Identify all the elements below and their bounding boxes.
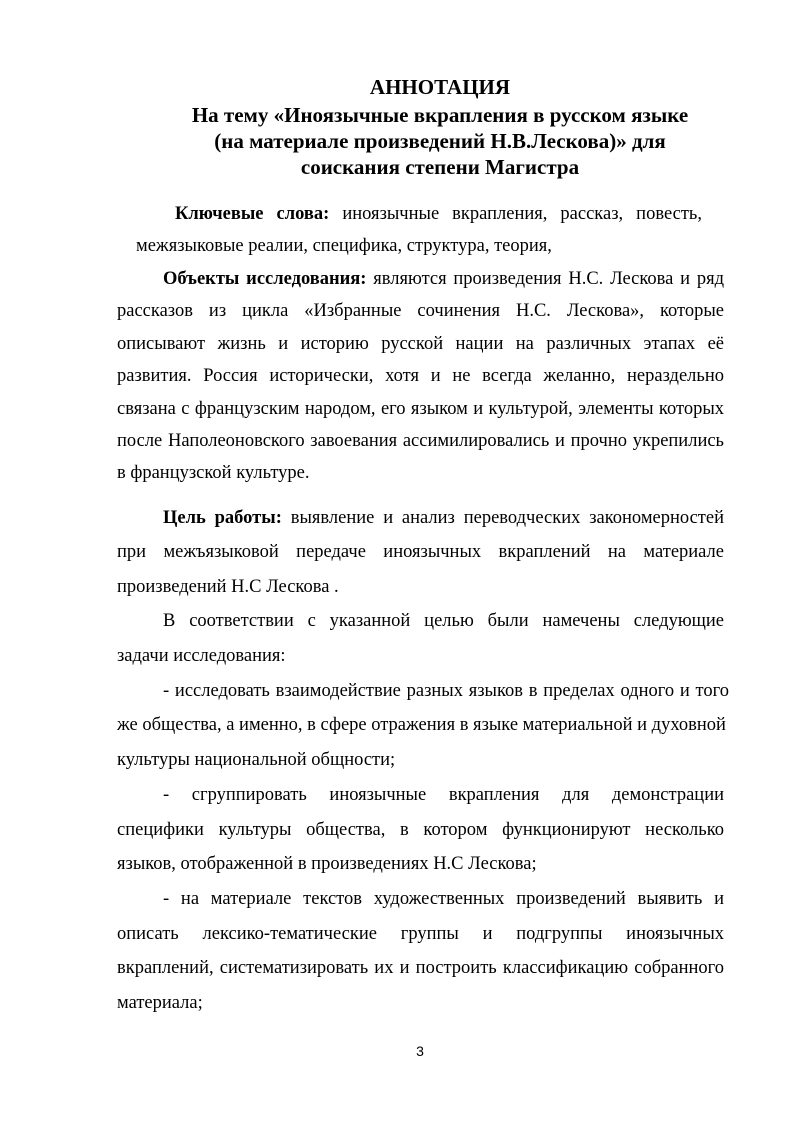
- goal-text: выявление и анализ переводческих закономерностей: [290, 508, 725, 528]
- topic-line-1: На тему «Иноязычные вкрапления в русском языке: [191, 103, 689, 127]
- objects-line-2: рассказов из цикла «Избранные сочинения Н.С. Лескова», которые: [117, 301, 724, 321]
- objects-line-4: развития. Россия исторически, хотя и не всегда желанно, нераздельно: [117, 366, 724, 386]
- keywords-label: Ключевые слова:: [175, 204, 330, 224]
- objects-line-7: в французской культуре.: [117, 463, 310, 483]
- objects-line-6: после Наполеоновского завоевания ассимилировались и прочно укрепились: [117, 431, 724, 451]
- task-1-line-1: - исследовать взаимодействие разных языков в пределах одного и того: [163, 681, 729, 701]
- page-number: 3: [416, 1043, 424, 1059]
- goal-line-1: [163, 506, 724, 530]
- task-1-line-3: культуры национальной общности;: [117, 750, 396, 770]
- task-3-line-4: материала;: [117, 993, 203, 1013]
- objects-text: являются произведения Н.С. Лескова и ряд: [373, 269, 725, 289]
- objects-line-1: [163, 267, 724, 291]
- topic-line-3: соискания степени Магистра: [300, 155, 580, 179]
- goal-line-3: произведений Н.С Лескова .: [117, 577, 339, 597]
- task-3-line-2: описать лексико-тематические группы и подгруппы иноязычных: [117, 924, 724, 944]
- tasks-intro-line-2: задачи исследования:: [117, 646, 286, 666]
- task-1-line-2: же общества, а именно, в сфере отражения в языке материальной и духовной: [117, 715, 726, 735]
- objects-line-3: описывают жизнь и историю русской нации на различных этапах её: [117, 334, 724, 354]
- goal-line-2: при межъязыковой передаче иноязычных вкраплений на материале: [117, 542, 724, 562]
- objects-line-5: связана с французским народом, его языком и культурой, элементы которых: [117, 399, 724, 419]
- goal-label: Цель работы:: [163, 508, 282, 528]
- keywords-text: иноязычные вкрапления, рассказ, повесть,: [342, 204, 702, 224]
- topic-line-2: (на материале произведений Н.В.Лескова)» для: [214, 129, 666, 153]
- task-3-line-1: - на материале текстов художественных произведений выявить и: [163, 889, 724, 909]
- objects-label: Объекты исследования:: [163, 269, 367, 289]
- task-2-line-1: - сгруппировать иноязычные вкрапления для демонстрации: [163, 785, 724, 805]
- keywords-line-2: межязыковые реалии, специфика, структура, теория,: [136, 236, 552, 256]
- tasks-intro-line-1: В соответствии с указанной целью были намечены следующие: [163, 611, 724, 631]
- task-3-line-3: вкраплений, систематизировать их и построить классификацию собранного: [117, 958, 724, 978]
- task-2-line-3: языков, отображенной в произведениях Н.С Лескова;: [117, 854, 537, 874]
- annotation-title: АННОТАЦИЯ: [369, 75, 511, 99]
- task-2-line-2: специфики культуры общества, в котором функционируют несколько: [117, 820, 724, 840]
- keywords-line-1: [175, 202, 702, 226]
